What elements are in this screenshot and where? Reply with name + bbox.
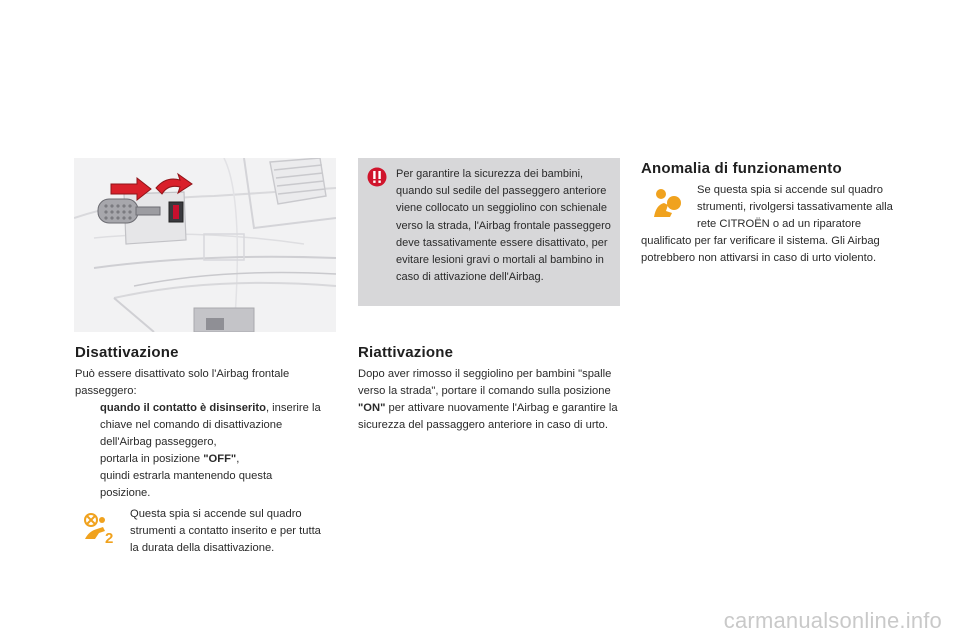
airbag-fault-lamp-icon	[652, 187, 682, 221]
exclamation-warning-icon	[367, 167, 387, 187]
list-item: quando il contatto è disinserito, inserire la chiave nel comando di disattivazione dell'Airbag passeggero,	[100, 402, 321, 448]
malfunction-title: Anomalia di funzionamento	[641, 160, 842, 177]
deactivation-steps	[75, 400, 323, 502]
deactivation-lamp-text: Questa spia si accende sul quadro strumenti a contatto inserito e per tutta la durata della disattivazione.	[130, 508, 321, 554]
airbag-off-lamp-icon	[79, 511, 119, 545]
child-safety-warning-box	[358, 158, 620, 306]
watermark: carmanualsonline.info	[723, 608, 942, 633]
malfunction-lamp-text-2: qualificato per far verificare il sistema. Gli Airbag potrebbero non attivarsi in caso di urto violento.	[641, 235, 880, 264]
list-item: quindi estrarla mantenendo questa posizione.	[100, 470, 273, 499]
malfunction-lamp-text-1: Se questa spia si accende sul quadro strumenti, rivolgersi tassativamente alla rete CITROËN o ad un riparatore	[697, 184, 893, 230]
warning-text: Per garantire la sicurezza dei bambini, quando sul sedile del passeggero anteriore viene collocato un seggiolino con schienale verso la strada, l'Airbag frontale passeggero deve tassativamente essere disattivato, per evitare lesioni gravi o mortali al bambino in caso di attivazione dell'Airbag.	[396, 168, 611, 284]
reactivation-title: Riattivazione	[358, 344, 454, 361]
svg-text:2: 2	[105, 530, 114, 545]
deactivation-title: Disattivazione	[75, 344, 179, 361]
deactivation-body	[75, 366, 323, 502]
list-item: portarla in posizione "OFF",	[100, 453, 240, 465]
reactivation-text: Dopo aver rimosso il seggiolino per bambini "spalle verso la strada", portare il comando sulla posizione "ON" per attivare nuovamente l'Airbag e garantire la sicurezza del passaggero anteriore in caso di urto.	[358, 368, 618, 431]
airbag-switch-illustration	[74, 158, 336, 332]
deactivation-intro: Può essere disattivato solo l'Airbag frontale passeggero:	[75, 368, 290, 397]
